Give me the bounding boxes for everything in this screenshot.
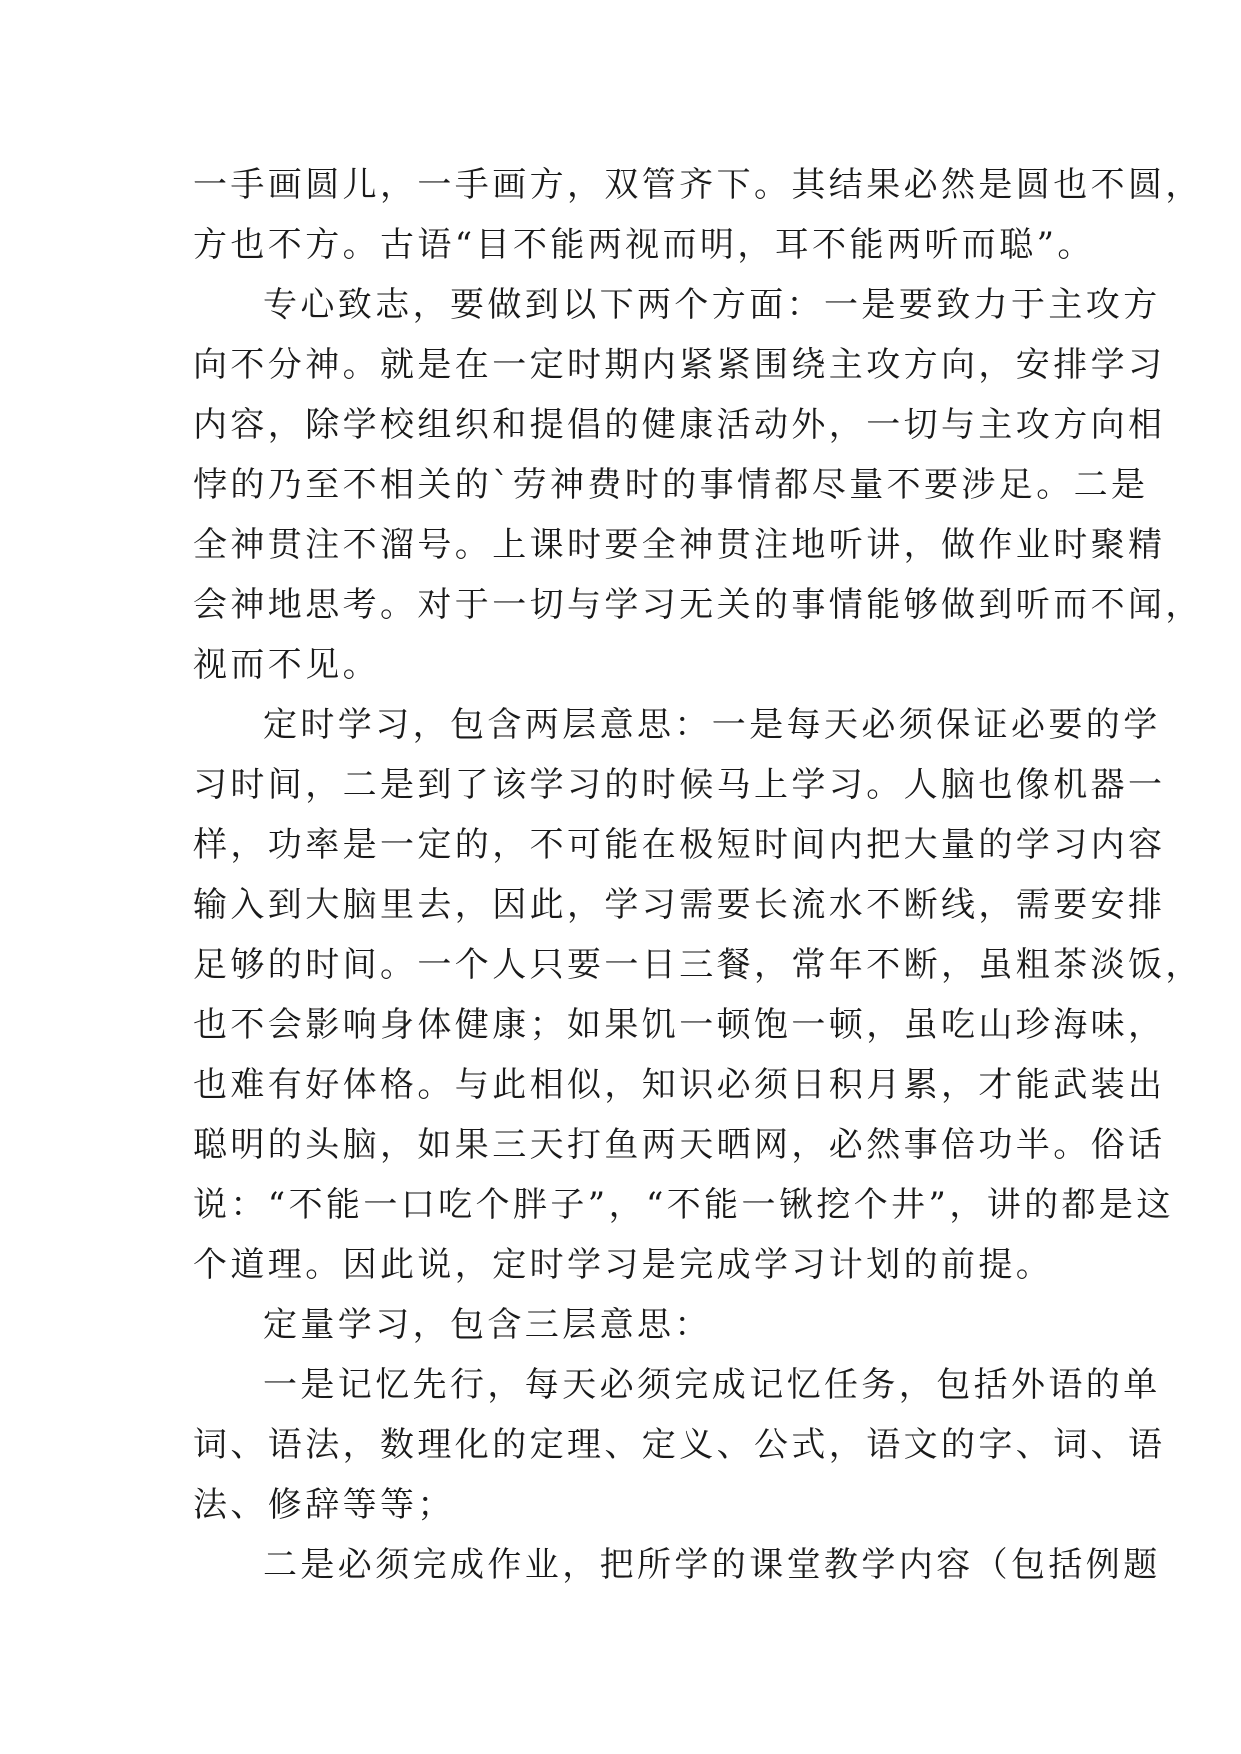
body-text	[193, 155, 1203, 1595]
text-line: 视而不见。	[193, 645, 380, 685]
text-line: 聪明的头脑，如果三天打鱼两天晒网，必然事倍功半。俗话	[193, 1125, 1166, 1165]
text-line: 向不分神。就是在一定时期内紧紧围绕主攻方向，安排学习	[193, 345, 1166, 385]
paragraph-start-line: 定量学习，包含三层意思：	[263, 1305, 712, 1345]
text-line: 个道理。因此说，定时学习是完成学习计划的前提。	[193, 1245, 1054, 1285]
text-line: 词、语法，数理化的定理、定义、公式，语文的字、词、语	[193, 1425, 1166, 1465]
text-line: 样，功率是一定的，不可能在极短时间内把大量的学习内容	[193, 825, 1166, 865]
text-line: 全神贯注不溜号。上课时要全神贯注地听讲，做作业时聚精	[193, 525, 1166, 565]
text-line: 也难有好体格。与此相似，知识必须日积月累，才能武装出	[193, 1065, 1166, 1105]
text-line: 习时间，二是到了该学习的时候马上学习。人脑也像机器一	[193, 765, 1166, 805]
text-line: 法、修辞等等；	[193, 1485, 455, 1525]
text-line: 也不会影响身体健康；如果饥一顿饱一顿，虽吃山珍海味，	[193, 1005, 1166, 1045]
text-line: 会神地思考。对于一切与学习无关的事情能够做到听而不闻，	[193, 585, 1203, 625]
text-line: 足够的时间。一个人只要一日三餐，常年不断，虽粗茶淡饭，	[193, 945, 1203, 985]
text-line: 悖的乃至不相关的`劳神费时的事情都尽量不要涉足。二是	[193, 465, 1149, 505]
paragraph-start-line: 定时学习，包含两层意思：一是每天必须保证必要的学	[263, 705, 1161, 745]
text-line: 一手画圆儿，一手画方，双管齐下。其结果必然是圆也不圆，	[193, 165, 1203, 205]
text-line: 内容，除学校组织和提倡的健康活动外，一切与主攻方向相	[193, 405, 1166, 445]
paragraph-start-line: 一是记忆先行，每天必须完成记忆任务，包括外语的单	[263, 1365, 1161, 1405]
paragraph-start-line: 二是必须完成作业，把所学的课堂教学内容（包括例题	[263, 1545, 1161, 1585]
paragraph-start-line: 专心致志，要做到以下两个方面：一是要致力于主攻方	[263, 285, 1161, 325]
text-line: 输入到大脑里去，因此，学习需要长流水不断线，需要安排	[193, 885, 1166, 925]
text-line: 方也不方。古语“目不能两视而明，耳不能两听而聪”。	[193, 225, 1095, 265]
text-line: 说：“不能一口吃个胖子”，“不能一锹挖个井”，讲的都是这	[193, 1185, 1174, 1225]
